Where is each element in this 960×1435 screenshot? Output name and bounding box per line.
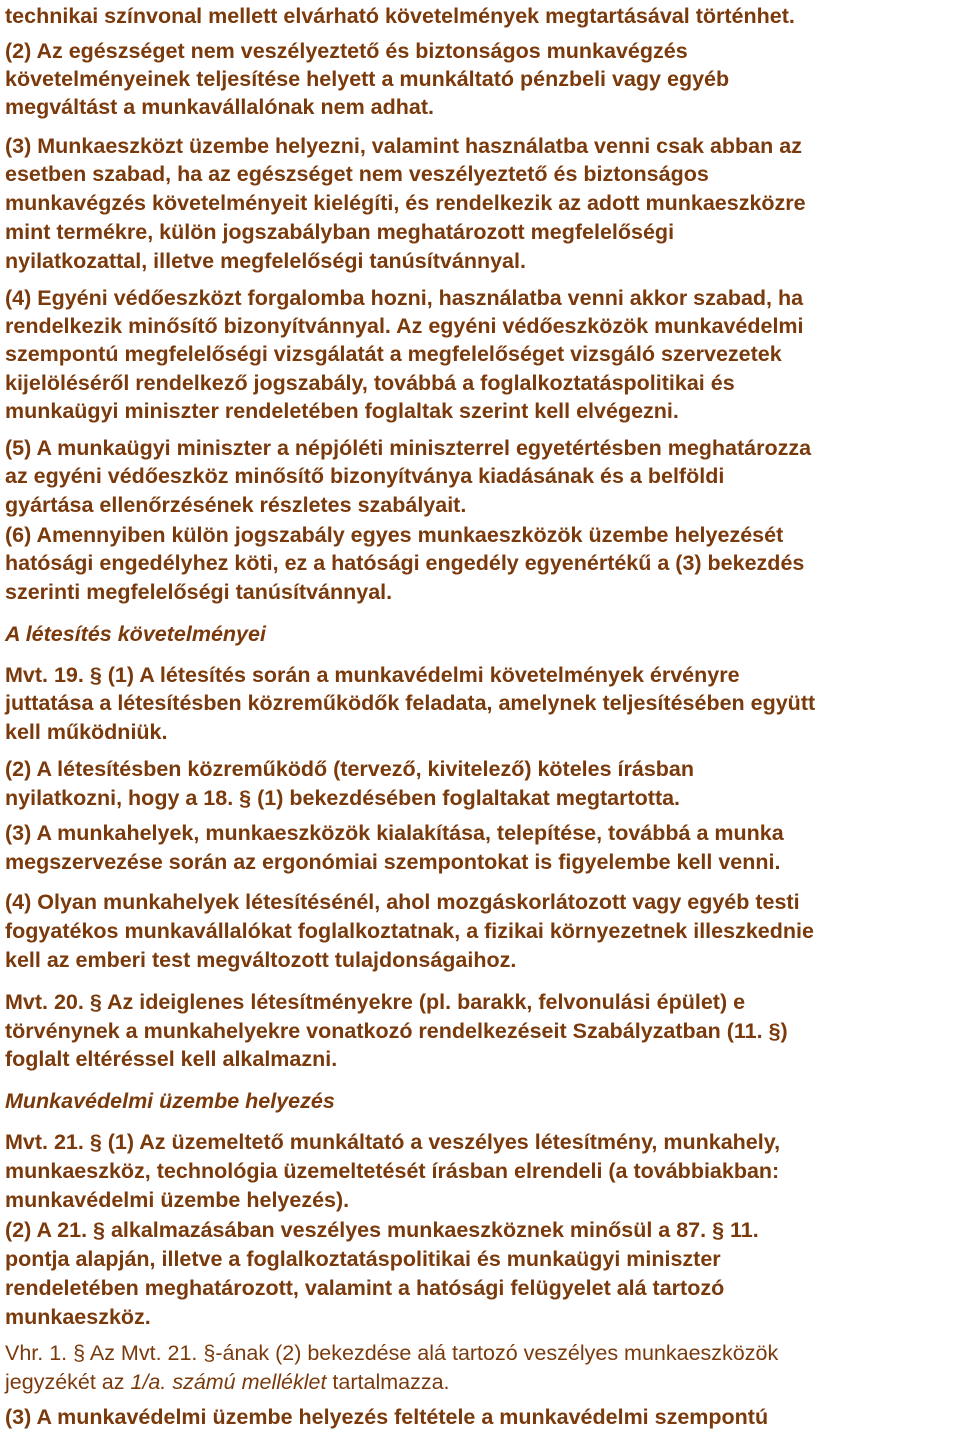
text-line: nyilatkozattal, illetve megfelelőségi tanúsítvánnyal.	[5, 249, 526, 273]
section-heading: A létesítés követelményei	[5, 622, 266, 646]
text-line: Mvt. 21. § (1) Az üzemeltető munkáltató a veszélyes létesítmény, munkahely,	[5, 1130, 781, 1154]
text-line: munkavédelmi üzembe helyezés).	[5, 1188, 350, 1212]
text-line: kell az emberi test megváltozott tulajdonságaihoz.	[5, 948, 517, 972]
text-line: Mvt. 19. § (1) A létesítés során a munkavédelmi követelmények érvényre	[5, 663, 740, 687]
text-fragment: jegyzékét az	[5, 1370, 131, 1394]
text-line: (4) Olyan munkahelyek létesítésénél, ahol mozgáskorlátozott vagy egyéb testi	[5, 890, 800, 914]
text-line: kijelöléséről rendelkező jogszabály, továbbá a foglalkoztatáspolitikai és	[5, 371, 735, 395]
text-line: kell működniük.	[5, 720, 168, 744]
text-line: Mvt. 20. § Az ideiglenes létesítményekre (pl. barakk, felvonulási épület) e	[5, 990, 746, 1014]
text-line: hatósági engedélyhez köti, ez a hatósági engedély egyenértékű a (3) bekezdés	[5, 551, 805, 575]
text-line: szempontú megfelelőségi vizsgálatát a megfelelőséget vizsgáló szervezetek	[5, 342, 782, 366]
text-line: munkaeszköz, technológia üzemeltetését írásban elrendeli (a továbbiakban:	[5, 1159, 780, 1183]
text-line: (6) Amennyiben külön jogszabály egyes munkaeszközök üzembe helyezését	[5, 523, 784, 547]
text-line: Vhr. 1. § Az Mvt. 21. §-ának (2) bekezdése alá tartozó veszélyes munkaeszközök	[5, 1341, 779, 1365]
text-line: foglalt eltéréssel kell alkalmazni.	[5, 1047, 338, 1071]
text-line: technikai színvonal mellett elvárható követelmények megtartásával történhet.	[5, 4, 795, 28]
text-line: gyártása ellenőrzésének részletes szabályait.	[5, 493, 467, 517]
text-line: rendelkezik minősítő bizonyítvánnyal. Az egyéni védőeszközök munkavédelmi	[5, 314, 804, 338]
annex-reference: 1/a. számú melléklet	[130, 1370, 327, 1394]
text-line: nyilatkozni, hogy a 18. § (1) bekezdésében foglaltakat megtartotta.	[5, 786, 681, 810]
text-line: fogyatékos munkavállalókat foglalkoztatnak, a fizikai környezetnek illeszkednie	[5, 919, 814, 943]
text-line: (2) A 21. § alkalmazásában veszélyes munkaeszköznek minősül a 87. § 11.	[5, 1218, 759, 1242]
text-fragment: tartalmazza.	[326, 1370, 450, 1394]
text-line: (2) A létesítésben közreműködő (tervező, kivitelező) köteles írásban	[5, 757, 695, 781]
text-line: munkaügyi miniszter rendeletében foglaltak szerint kell elvégezni.	[5, 399, 679, 423]
text-line: munkaeszköz.	[5, 1305, 151, 1329]
text-line: megváltást a munkavállalónak nem adhat.	[5, 95, 434, 119]
text-line-annex-reference	[5, 1369, 450, 1395]
text-line: (5) A munkaügyi miniszter a népjóléti miniszterrel egyetértésben meghatározza	[5, 436, 812, 460]
text-line: (3) Munkaeszközt üzembe helyezni, valamint használatba venni csak abban az	[5, 134, 802, 158]
text-line: megszervezése során az ergonómiai szempontokat is figyelembe kell venni.	[5, 850, 781, 874]
text-line: az egyéni védőeszköz minősítő bizonyítványa kiadásának és a belföldi	[5, 464, 725, 488]
text-line: (3) A munkahelyek, munkaeszközök kialakítása, telepítése, továbbá a munka	[5, 821, 784, 845]
text-line: esetben szabad, ha az egészséget nem veszélyeztető és biztonságos	[5, 162, 709, 186]
text-line: (4) Egyéni védőeszközt forgalomba hozni, használatba venni akkor szabad, ha	[5, 286, 804, 310]
text-line: szerinti megfelelőségi tanúsítvánnyal.	[5, 580, 393, 604]
text-line: (3) A munkavédelmi üzembe helyezés feltétele a munkavédelmi szempontú	[5, 1405, 769, 1429]
text-line: juttatása a létesítésben közreműködők feladata, amelynek teljesítésében együtt	[5, 691, 816, 715]
text-line: (2) Az egészséget nem veszélyeztető és biztonságos munkavégzés	[5, 39, 688, 63]
text-line: követelményeinek teljesítése helyett a munkáltató pénzbeli vagy egyéb	[5, 67, 730, 91]
text-line: munkavégzés követelményeit kielégíti, és rendelkezik az adott munkaeszközre	[5, 191, 806, 215]
text-line: pontja alapján, illetve a foglalkoztatáspolitikai és munkaügyi miniszter	[5, 1247, 721, 1271]
text-line: rendeletében meghatározott, valamint a hatósági felügyelet alá tartozó	[5, 1276, 725, 1300]
text-line: mint termékre, külön jogszabályban meghatározott megfelelőségi	[5, 220, 675, 244]
text-line: törvénynek a munkahelyekre vonatkozó rendelkezéseit Szabályzatban (11. §)	[5, 1019, 788, 1043]
section-heading: Munkavédelmi üzembe helyezés	[5, 1089, 335, 1113]
